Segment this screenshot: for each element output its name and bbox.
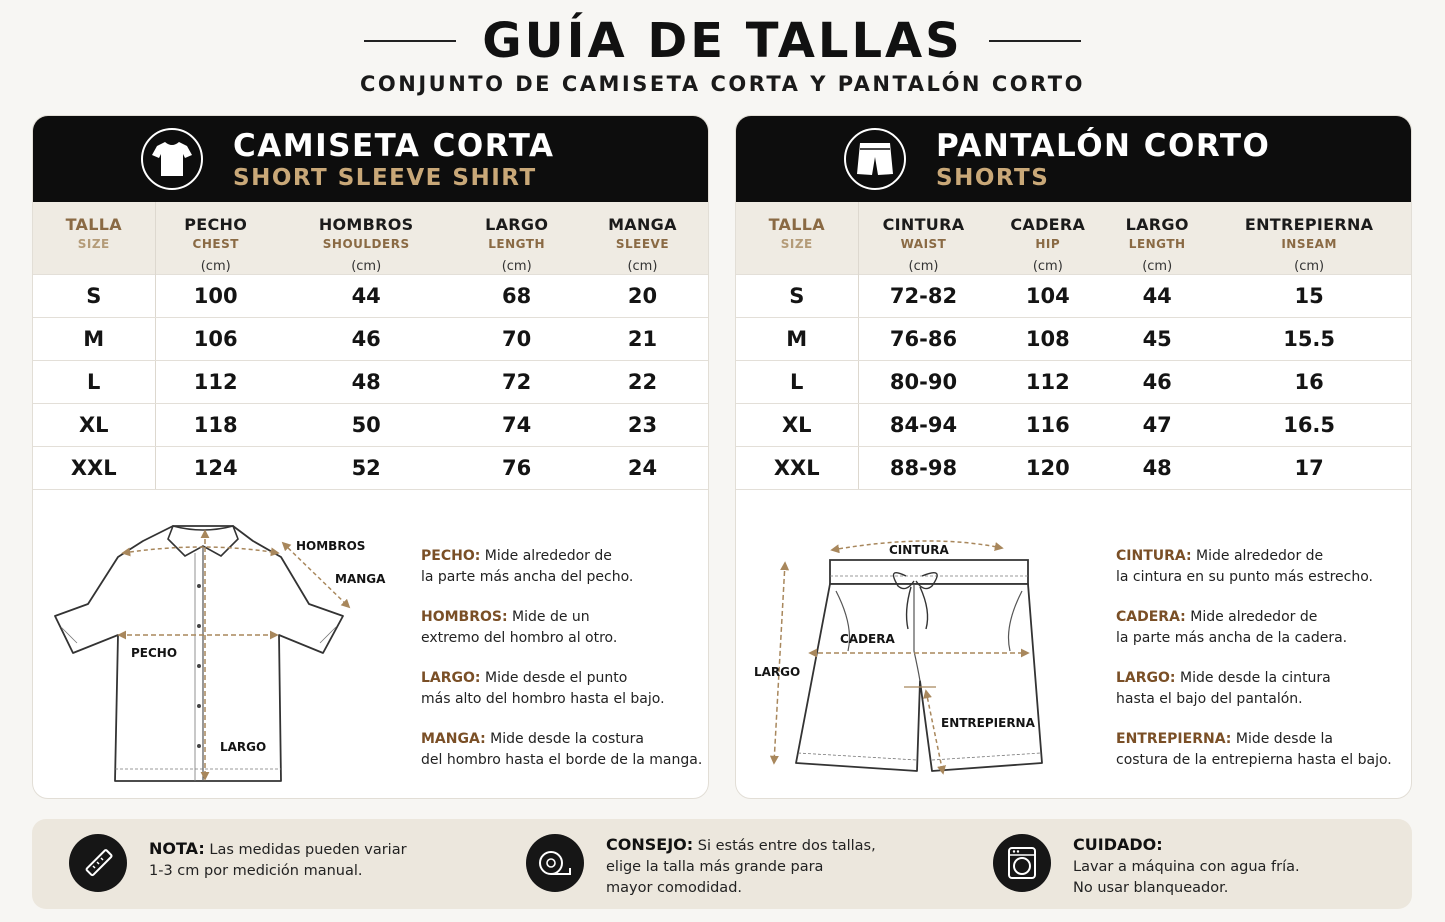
title-rule-left <box>364 40 456 42</box>
desc-length: LARGO: Mide desde la cintura hasta el bajo del pantalón. <box>1116 670 1331 707</box>
size-cell: M <box>33 318 155 361</box>
diagram-label-shoulders: HOMBROS <box>296 539 366 553</box>
tshirt-icon <box>141 128 203 190</box>
note-line: 1-3 cm por medición manual. <box>149 863 363 879</box>
table-row <box>736 318 1411 361</box>
desc-hip: CADERA: Mide alrededor de la parte más ancha de la cadera. <box>1116 609 1348 646</box>
desc-length: LARGO: Mide desde el punto más alto del hombro hasta el bajo. <box>421 670 665 707</box>
size-cell: S <box>736 275 858 318</box>
diagram-label-waist: CINTURA <box>889 543 949 557</box>
value-cell: 80-90 <box>858 361 988 404</box>
diagram-label-length: LARGO <box>220 740 267 754</box>
shirt-measure-diagram <box>33 501 709 799</box>
table-row <box>33 447 708 490</box>
size-cell: XL <box>736 404 858 447</box>
washing-machine-icon <box>993 834 1051 892</box>
size-cell: S <box>33 275 155 318</box>
table-row <box>33 361 708 404</box>
desc-chest: PECHO: Mide alrededor de la parte más ancha del pecho. <box>421 548 634 585</box>
shorts-measure-diagram <box>736 501 1412 799</box>
value-cell: 50 <box>276 404 457 447</box>
value-cell: 112 <box>155 361 276 404</box>
value-cell: 20 <box>577 275 708 318</box>
value-cell: 23 <box>577 404 708 447</box>
shirt-size-table <box>33 202 708 490</box>
value-cell: 15.5 <box>1207 318 1411 361</box>
shirt-title: CAMISETA CORTA <box>233 128 555 164</box>
shorts-panel <box>735 115 1412 799</box>
title-rule-right <box>989 40 1081 42</box>
column-header-length: LARGO LENGTH (cm) <box>485 215 549 274</box>
column-header-sleeve: MANGA SLEEVE (cm) <box>608 215 677 274</box>
value-cell: 76-86 <box>858 318 988 361</box>
value-cell: 44 <box>1107 275 1207 318</box>
size-cell: M <box>736 318 858 361</box>
value-cell: 52 <box>276 447 457 490</box>
desc-sleeve: MANGA: Mide desde la costura del hombro hasta el borde de la manga. <box>421 731 703 768</box>
value-cell: 47 <box>1107 404 1207 447</box>
value-cell: 16 <box>1207 361 1411 404</box>
value-cell: 22 <box>577 361 708 404</box>
value-cell: 120 <box>988 447 1107 490</box>
diagram-label-length: LARGO <box>754 665 801 679</box>
ruler-icon <box>69 834 127 892</box>
note-label: CONSEJO: <box>606 835 694 854</box>
notes-bar <box>32 819 1412 909</box>
value-cell: 70 <box>456 318 576 361</box>
table-row <box>736 404 1411 447</box>
table-row <box>736 275 1411 318</box>
value-cell: 74 <box>456 404 576 447</box>
size-cell: XXL <box>736 447 858 490</box>
note-line: Lavar a máquina con agua fría. <box>1073 859 1300 875</box>
note-line: Si estás entre dos tallas, <box>697 838 876 854</box>
shirt-panel <box>32 115 709 799</box>
shorts-icon <box>844 128 906 190</box>
value-cell: 108 <box>988 318 1107 361</box>
value-cell: 112 <box>988 361 1107 404</box>
diagram-label-chest: PECHO <box>131 646 178 660</box>
value-cell: 46 <box>276 318 457 361</box>
column-header-inseam: ENTREPIERNA INSEAM (cm) <box>1244 215 1374 274</box>
table-row <box>33 318 708 361</box>
value-cell: 72 <box>456 361 576 404</box>
shorts-size-table <box>736 202 1411 490</box>
value-cell: 48 <box>276 361 457 404</box>
column-header-shoulders: HOMBROS SHOULDERS (cm) <box>318 215 414 274</box>
value-cell: 104 <box>988 275 1107 318</box>
value-cell: 17 <box>1207 447 1411 490</box>
column-header-length: LARGO LENGTH (cm) <box>1125 215 1189 274</box>
shorts-subtitle: SHORTS <box>936 165 1050 191</box>
note-label: CUIDADO: <box>1073 835 1163 854</box>
table-header-row <box>33 202 708 275</box>
value-cell: 45 <box>1107 318 1207 361</box>
value-cell: 116 <box>988 404 1107 447</box>
page-title: GUÍA DE TALLAS <box>482 13 963 69</box>
column-header-size: TALLA SIZE <box>736 202 858 275</box>
value-cell: 68 <box>456 275 576 318</box>
desc-shoulders: HOMBROS: Mide de un extremo del hombro al otro. <box>421 609 618 646</box>
size-cell: L <box>33 361 155 404</box>
note-care <box>993 834 1300 899</box>
diagram-label-hip: CADERA <box>840 632 895 646</box>
value-cell: 118 <box>155 404 276 447</box>
desc-waist: CINTURA: Mide alrededor de la cintura en su punto más estrecho. <box>1116 548 1373 585</box>
page-subtitle: CONJUNTO DE CAMISETA CORTA Y PANTALÓN CORTO <box>359 72 1085 96</box>
column-header-chest: PECHO CHEST (cm) <box>184 215 248 274</box>
size-cell: XL <box>33 404 155 447</box>
value-cell: 46 <box>1107 361 1207 404</box>
shirt-panel-header <box>33 116 708 202</box>
value-cell: 15 <box>1207 275 1411 318</box>
diagram-label-sleeve: MANGA <box>335 572 386 586</box>
shorts-title: PANTALÓN CORTO <box>936 128 1271 164</box>
value-cell: 76 <box>456 447 576 490</box>
value-cell: 21 <box>577 318 708 361</box>
size-cell: XXL <box>33 447 155 490</box>
shorts-measure-descriptions <box>1116 546 1401 790</box>
size-cell: L <box>736 361 858 404</box>
column-header-waist: CINTURA WAIST (cm) <box>882 215 965 274</box>
value-cell: 106 <box>155 318 276 361</box>
diagram-label-inseam: ENTREPIERNA <box>941 716 1035 730</box>
value-cell: 88-98 <box>858 447 988 490</box>
tape-measure-icon <box>526 834 584 892</box>
shirt-measure-descriptions <box>421 546 706 790</box>
desc-inseam: ENTREPIERNA: Mide desde la costura de la entrepierna hasta el bajo. <box>1116 731 1392 768</box>
page-header <box>0 12 1445 96</box>
note-line: mayor comodidad. <box>606 880 743 896</box>
note-line: Las medidas pueden variar <box>209 842 407 858</box>
table-row <box>33 275 708 318</box>
value-cell: 48 <box>1107 447 1207 490</box>
shorts-panel-header <box>736 116 1411 202</box>
value-cell: 84-94 <box>858 404 988 447</box>
value-cell: 72-82 <box>858 275 988 318</box>
table-row <box>33 404 708 447</box>
note-advice <box>526 834 876 899</box>
note-label: NOTA: <box>149 839 205 858</box>
value-cell: 100 <box>155 275 276 318</box>
note-measurement <box>69 834 407 892</box>
column-header-hip: CADERA HIP (cm) <box>1010 215 1086 274</box>
value-cell: 44 <box>276 275 457 318</box>
shirt-subtitle: SHORT SLEEVE SHIRT <box>233 165 537 191</box>
value-cell: 124 <box>155 447 276 490</box>
value-cell: 16.5 <box>1207 404 1411 447</box>
note-line: elige la talla más grande para <box>606 859 824 875</box>
table-header-row <box>736 202 1411 275</box>
table-row <box>736 447 1411 490</box>
column-header-size: TALLA SIZE <box>33 202 155 275</box>
table-row <box>736 361 1411 404</box>
value-cell: 24 <box>577 447 708 490</box>
note-line: No usar blanqueador. <box>1073 880 1229 896</box>
